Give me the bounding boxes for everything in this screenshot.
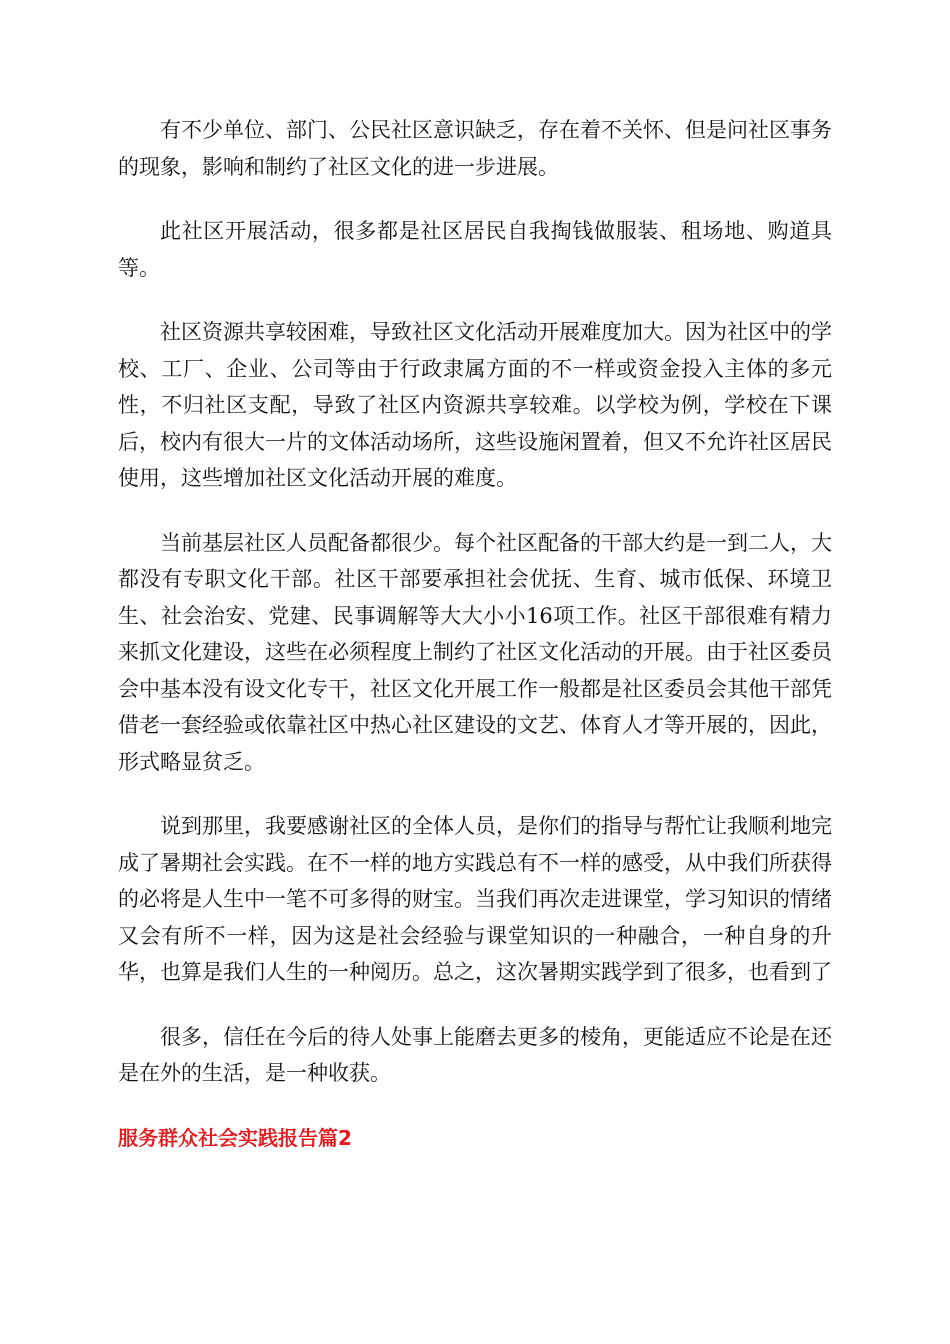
paragraph-resource-sharing: 社区资源共享较困难，导致社区文化活动开展难度加大。因为社区中的学校、工厂、企业、公司等由于行政隶属方面的不一样或资金投入主体的多元性，不归社区支配，导致了社区内资源共享较难。以学校为例，学校在下课后，校内有很大一片的文体活动场所，这些设施闲置着，但又不允许社区居民使用，这些增加社区文化活动开展的难度。: [118, 320, 832, 490]
paragraph-gratitude: 说到那里，我要感谢社区的全体人员，是你们的指导与帮忙让我顺利地完成了暑期社会实践。在不一样的地方实践总有不一样的感受，从中我们所获得的必将是人生中一笔不可多得的财宝。当我们再次走进课堂，学习知识的情绪又会有所不一样，因为这是社会经验与课堂知识的一种融合，一种自身的升华，也算是我们人生的一种阅历。总之，这次暑期实践学到了很多，也看到了: [118, 814, 832, 984]
section-heading: 服务群众社会实践报告篇2: [118, 1125, 352, 1150]
paragraph-conclusion: 很多，信任在今后的待人处事上能磨去更多的棱角，更能适应不论是在还是在外的生活，是一种收获。: [118, 1024, 832, 1085]
paragraph-activity-funding: 此社区开展活动，很多都是社区居民自我掏钱做服装、租场地、购道具等。: [118, 219, 832, 280]
paragraph-staffing: 当前基层社区人员配备都很少。每个社区配备的干部大约是一到二人，大都没有专职文化干部。社区干部要承担社会优抚、生育、城市低保、环境卫生、社会治安、党建、民事调解等大大小小16项工作。社区干部很难有精力来抓文化建设，这些在必须程度上制约了社区文化活动的开展。由于社区委员会中基本没有设文化专干，社区文化开展工作一般都是社区委员会其他干部凭借老一套经验或依靠社区中热心社区建设的文艺、体育人才等开展的，因此，形式略显贫乏。: [118, 530, 832, 774]
paragraph-community-awareness: 有不少单位、部门、公民社区意识缺乏，存在着不关怀、但是问社区事务的现象，影响和制约了社区文化的进一步进展。: [118, 118, 832, 179]
